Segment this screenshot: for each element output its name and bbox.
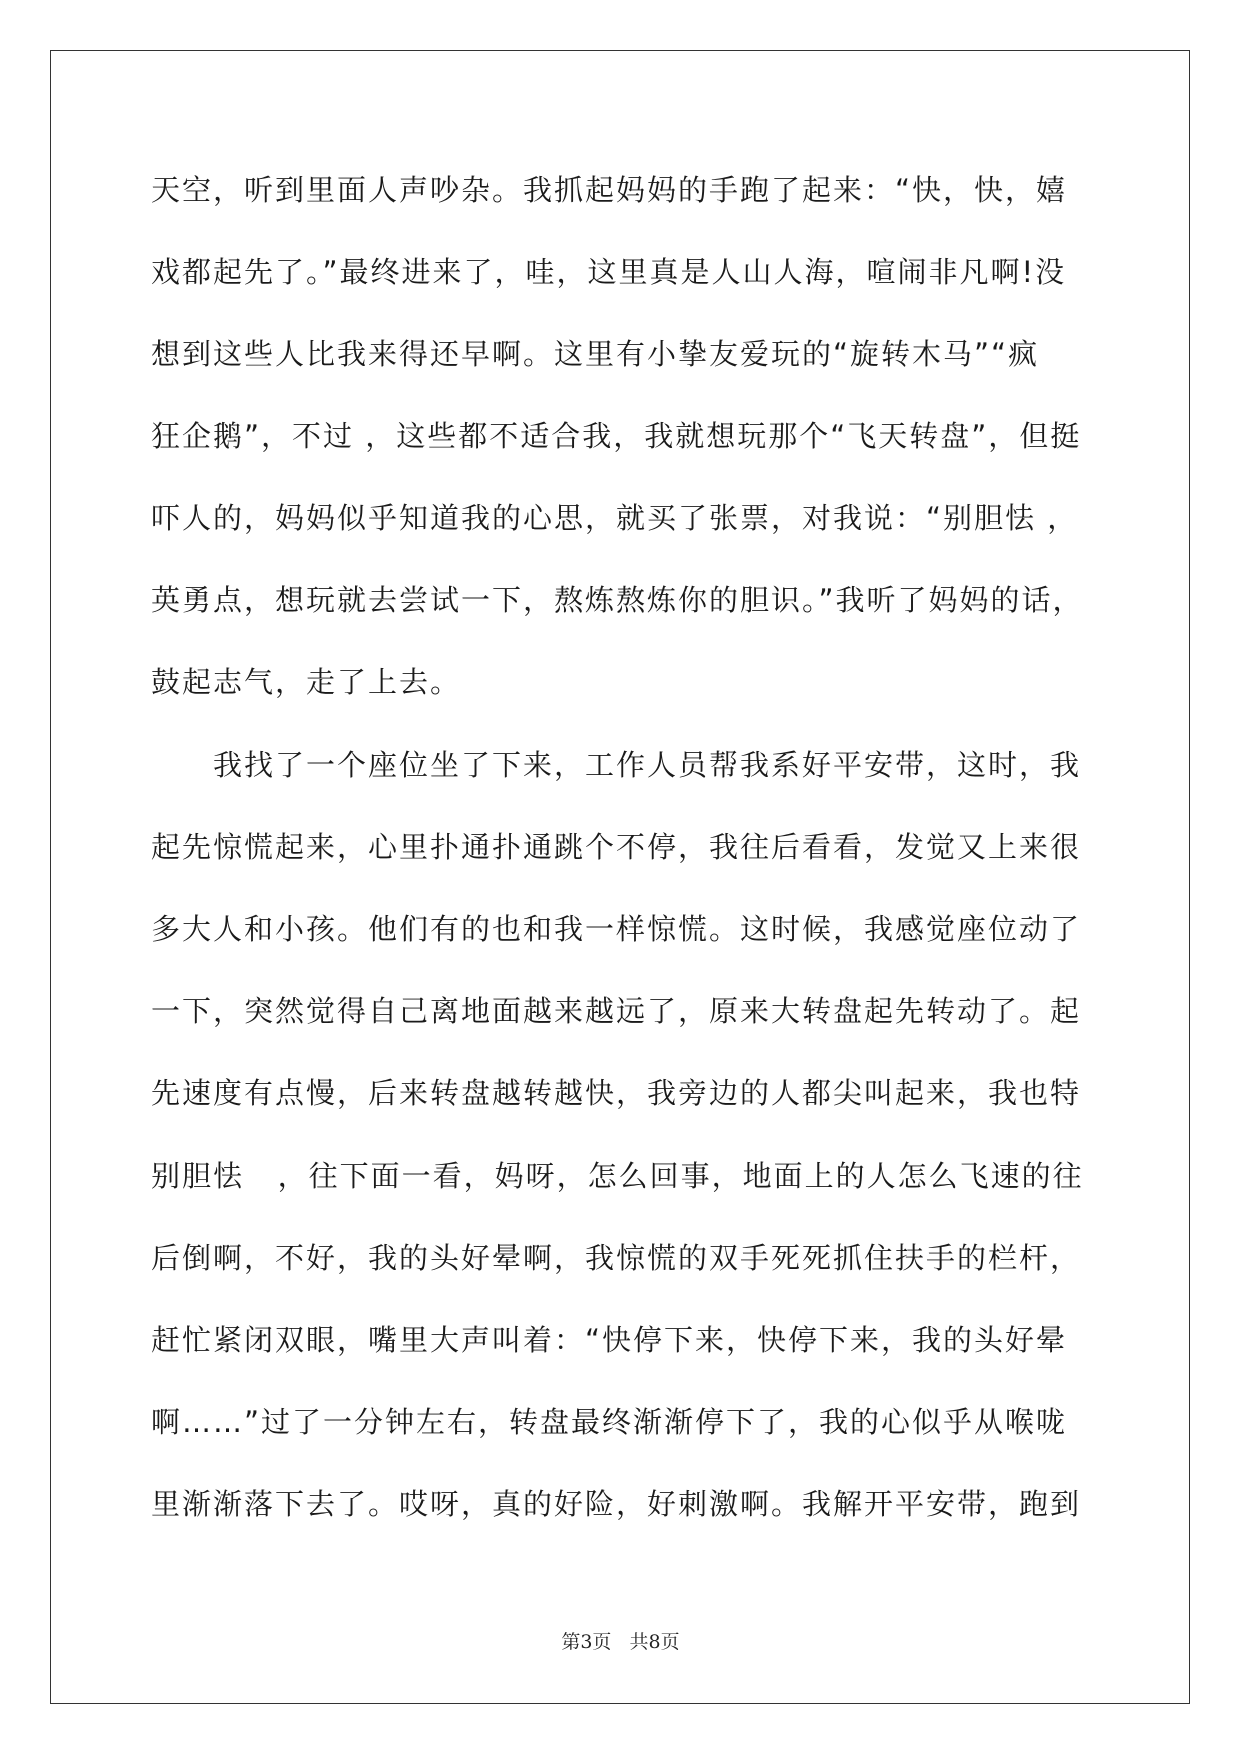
body-line: 鼓起志气，走了上去。 (151, 665, 462, 699)
body-line: 天空，听到里面人声吵杂。我抓起妈妈的手跑了起来：“快，快，嬉 (151, 173, 1068, 207)
page-border (50, 50, 1190, 1704)
body-line: 先速度有点慢，后来转盘越转越快，我旁边的人都尖叫起来，我也特 (151, 1076, 1082, 1110)
body-line: 后倒啊，不好，我的头好晕啊，我惊慌的双手死死抓住扶手的栏杆， (151, 1241, 1082, 1275)
body-line: 狂企鹅”，不过 ，这些都不适合我，我就想玩那个“飞天转盘”，但挺 (151, 419, 1082, 453)
body-line: 别胆怯 ，往下面一看，妈呀，怎么回事，地面上的人怎么飞速的往 (151, 1159, 1084, 1193)
paragraph-first-line: 我找了一个座位坐了下来，工作人员帮我系好平安带，这时，我 (213, 748, 1082, 782)
body-line: 赶忙紧闭双眼，嘴里大声叫着：“快停下来，快停下来，我的头好晕 (151, 1323, 1068, 1357)
page-number-footer: 第3页 共8页 (561, 1631, 680, 1653)
body-line: 想到这些人比我来得还早啊。这里有小挚友爱玩的“旋转木马”“疯 (151, 337, 1040, 371)
body-line: 吓人的，妈妈似乎知道我的心思，就买了张票，对我说：“别胆怯 ， (151, 501, 1079, 535)
body-line: 啊……”过了一分钟左右，转盘最终渐渐停下了，我的心似乎从喉咙 (151, 1405, 1068, 1439)
body-line: 一下，突然觉得自己离地面越来越远了，原来大转盘起先转动了。起 (151, 994, 1082, 1028)
body-line: 英勇点，想玩就去尝试一下，熬炼熬炼你的胆识。”我听了妈妈的话， (151, 583, 1084, 617)
body-line: 多大人和小孩。他们有的也和我一样惊慌。这时候，我感觉座位动了 (151, 912, 1082, 946)
body-line: 戏都起先了。”最终进来了，哇，这里真是人山人海，喧闹非凡啊!没 (151, 255, 1067, 289)
body-line: 里渐渐落下去了。哎呀，真的好险，好刺激啊。我解开平安带，跑到 (151, 1487, 1082, 1521)
body-line: 起先惊慌起来，心里扑通扑通跳个不停，我往后看看，发觉又上来很 (151, 830, 1082, 864)
